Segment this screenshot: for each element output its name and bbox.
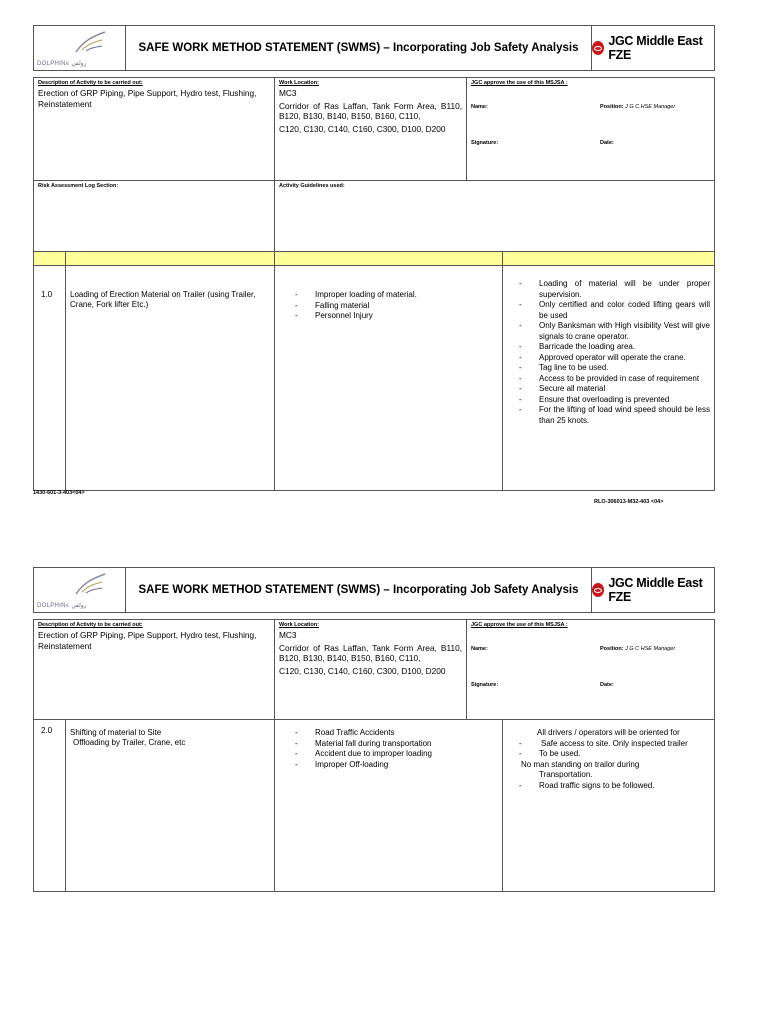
description-cell (34, 620, 275, 719)
list-item: - Secure all material (519, 384, 606, 393)
list-item: - Access to be provided in case of requirement (519, 373, 700, 383)
date-label: Date: (600, 682, 614, 688)
jgc-logo (592, 26, 714, 70)
signature-line (467, 682, 714, 688)
name-line (467, 646, 714, 652)
list-item: - Ensure that overloading is prevented (519, 394, 670, 404)
activity-text: Shifting of material to Site Offloading by Trailer, Crane, etc (66, 720, 275, 891)
jgc-name: JGC Middle East FZE (608, 576, 703, 604)
list-item: - Personnel Injury (295, 311, 373, 320)
control-note-2: Transportation. (539, 770, 593, 779)
list-item: - Barricade the loading area. (519, 342, 636, 351)
document-header (33, 567, 715, 613)
controls-list (503, 720, 714, 891)
list-item: - Accident due to improper loading (295, 749, 432, 758)
risk-log-label: Risk Assessment Log Section: (38, 183, 119, 189)
list-item: - Falling material (295, 300, 370, 310)
list-item: - Safe access to site. Only inspected trailer (519, 738, 688, 748)
risk-log-cell (34, 181, 275, 251)
work-location-label: Work Location: (279, 622, 319, 628)
jgc-mark-icon (592, 41, 604, 55)
guidelines-label: Activity Guidelines used: (279, 183, 345, 189)
date-label: Date: (600, 140, 614, 146)
description-cell (34, 78, 275, 180)
jgc-name: JGC Middle East FZE (608, 34, 703, 62)
dolphin-energy-logo (34, 26, 126, 70)
list-item: - Material fall during transportation (295, 738, 432, 748)
hazards-list (275, 266, 503, 490)
list-item: - Tag line to be used. (519, 363, 609, 372)
activity-number: 1.0 (34, 266, 66, 490)
location-code: MC3 (279, 88, 297, 98)
activity-text: Loading of Erection Material on Trailer (using Trailer, Crane, Fork lifter Etc.) (66, 266, 275, 490)
footer-right-ref: RLO-306013-M32-403 <04> (594, 499, 664, 505)
location-text-2: C120, C130, C140, C160, C300, D100, D200 (279, 123, 446, 134)
list-item: - To be used. (519, 749, 581, 758)
description-label: Description of Activity to be carried out: (38, 622, 143, 628)
approval-label: JGC approve the use of this MSJSA : (471, 622, 568, 628)
swms-page-2 (33, 567, 715, 892)
signature-label: Signature: (471, 140, 499, 146)
name-label: Name: (471, 646, 488, 652)
location-text: Corridor of Ras Laffan, Tank Form Area, B110, B120, B130, B140, B150, B160, C110, (279, 642, 462, 663)
activity-number: 2.0 (34, 720, 66, 891)
list-item: - Only Banksman with High visibility Vest will give signals to crane operator. (519, 321, 710, 341)
name-line (467, 104, 714, 110)
dolphin-energy-logo (34, 568, 126, 612)
activity-row (34, 266, 714, 490)
document-header (33, 25, 715, 71)
signature-line (467, 140, 714, 146)
column-header-row (34, 252, 714, 266)
control-note: No man standing on trailor during (521, 759, 640, 769)
swms-page-1 (33, 25, 715, 491)
guidelines-cell (275, 181, 714, 251)
work-location-label: Work Location: (279, 80, 319, 86)
approval-cell (467, 620, 714, 719)
description-text: Erection of GRP Piping, Pipe Support, Hydro test, Flushing, Reinstatement (38, 630, 257, 651)
jgc-mark-icon (592, 583, 604, 597)
control-intro: All drivers / operators will be oriented for (537, 728, 680, 737)
location-text-2: C120, C130, C140, C160, C300, D100, D200 (279, 665, 446, 676)
signature-label: Signature: (471, 682, 499, 688)
logo-wordmark: DOLPHIN≤ رولفن (37, 603, 87, 609)
swms-table (33, 619, 715, 892)
description-row (34, 78, 714, 181)
hazards-list (275, 720, 503, 891)
risk-row (34, 181, 714, 252)
controls-list (503, 266, 714, 490)
description-label: Description of Activity to be carried out: (38, 80, 143, 86)
list-item: - Loading of material will be under proper supervision. (519, 279, 710, 299)
work-location-cell (275, 78, 467, 180)
approval-label: JGC approve the use of this MSJSA : (471, 80, 568, 86)
list-item: - Improper loading of material. (295, 290, 417, 299)
activity-row (34, 720, 714, 891)
list-item: - Approved operator will operate the crane. (519, 352, 686, 362)
list-item: - Improper Off-loading (295, 759, 389, 769)
list-item: - Road Traffic Accidents (295, 728, 395, 737)
position-field: Position: J G C HSE Manager (600, 646, 676, 652)
position-field: Position: J G C HSE Manager (600, 104, 676, 110)
name-label: Name: (471, 104, 488, 110)
logo-wordmark: DOLPHIN≤ رولفن (37, 61, 87, 67)
approval-cell (467, 78, 714, 180)
jgc-logo (592, 568, 714, 612)
list-item: - For the lifting of load wind speed should be less than 25 knots. (519, 405, 710, 425)
location-text: Corridor of Ras Laffan, Tank Form Area, B110, B120, B130, B140, B150, B160, C110, (279, 100, 462, 121)
document-title: SAFE WORK METHOD STATEMENT (SWMS) – Incorporating Job Safety Analysis (126, 26, 592, 70)
list-item: - Only certified and color coded lifting gears will be used (519, 300, 710, 320)
document-title: SAFE WORK METHOD STATEMENT (SWMS) – Incorporating Job Safety Analysis (126, 568, 592, 612)
description-row (34, 620, 714, 720)
description-text: Erection of GRP Piping, Pipe Support, Hydro test, Flushing, Reinstatement (38, 88, 257, 109)
dolphin-logo-icon (72, 572, 108, 598)
work-location-cell (275, 620, 467, 719)
list-item: - Road traffic signs to be followed. (519, 780, 655, 790)
footer-left-ref: 1430-601-3-403<04> (33, 490, 85, 496)
dolphin-logo-icon (72, 30, 108, 56)
location-code: MC3 (279, 630, 297, 640)
swms-table (33, 77, 715, 491)
